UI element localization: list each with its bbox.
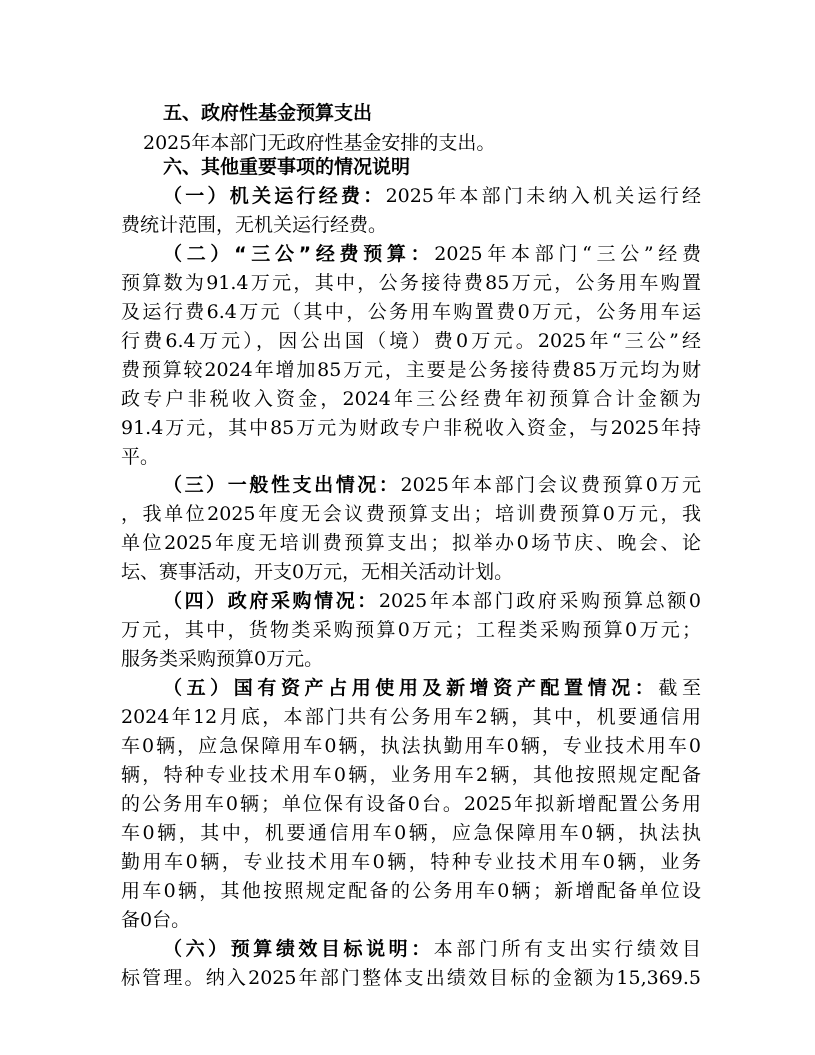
paragraph-text: 本部门所有支出实行绩效目 — [433, 938, 701, 960]
paragraph-text: 2025年本部门政府采购预算总额0 — [378, 590, 701, 612]
paragraph-label: （四）政府采购情况： — [163, 590, 379, 612]
paragraph-line: 辆，特种专业技术用车0辆，业务用车2辆，其他按照规定配备 — [121, 764, 701, 786]
paragraph-text: 2025年本部门未纳入机关运行经 — [385, 185, 701, 207]
paragraph-line: ，我单位2025年度无会议费预算支出；培训费预算0万元，我 — [121, 503, 701, 525]
paragraph-line: 的公务用车0辆；单位保有设备0台。2025年拟新增配置公务用 — [121, 793, 701, 815]
paragraph-line: 车0辆，应急保障用车0辆，执法执勤用车0辆，专业技术用车0 — [121, 735, 701, 757]
paragraph-line: 用车0辆，其他按照规定配备的公务用车0辆；新增配备单位设 — [121, 880, 701, 902]
paragraph-line: 勤用车0辆，专业技术用车0辆，特种专业技术用车0辆，业务 — [121, 851, 701, 873]
paragraph-line — [163, 470, 701, 500]
paragraph-line: 政专户非税收入资金，2024年三公经费年初预算合计金额为 — [121, 388, 701, 410]
paragraph-line: 及运行费6.4万元（其中，公务用车购置费0万元，公务用车运 — [121, 301, 701, 323]
paragraph-line: 费统计范围，无机关运行经费。 — [121, 214, 388, 236]
paragraph-text: 截至 — [658, 677, 701, 699]
paragraph-line — [163, 673, 701, 703]
paragraph-line: 万元，其中，货物类采购预算0万元；工程类采购预算0万元； — [121, 619, 701, 641]
paragraph-line: 预算数为91.4万元，其中，公务接待费85万元，公务用车购置 — [121, 272, 701, 294]
paragraph-line — [163, 181, 701, 211]
paragraph-label: （一）机关运行经费： — [163, 185, 386, 207]
paragraph-line: 行费6.4万元），因公出国（境）费0万元。2025年“三公”经 — [121, 330, 701, 352]
paragraph-line — [163, 239, 701, 269]
paragraph-text: 2025年本部门会议费预算0万元 — [400, 474, 701, 496]
paragraph-line: 车0辆，其中，机要通信用车0辆，应急保障用车0辆，执法执 — [121, 822, 701, 844]
paragraph-line: 备0台。 — [121, 909, 191, 931]
paragraph-text: 2025年本部门“三公”经费 — [434, 243, 702, 265]
paragraph-line: 坛、赛事活动，开支0万元，无相关活动计划。 — [121, 561, 514, 583]
paragraph-line — [163, 934, 701, 964]
paragraph-label: （三）一般性支出情况： — [163, 474, 401, 496]
paragraph-line: 2024年12月底，本部门共有公务用车2辆，其中，机要通信用 — [121, 706, 701, 728]
paragraph-line: 服务类采购预算0万元。 — [121, 648, 324, 670]
section5-text: 2025年本部门无政府性基金安排的支出。 — [143, 132, 496, 154]
paragraph-line: 标管理。纳入2025年部门整体支出绩效目标的金额为15,369.5 — [121, 967, 701, 989]
paragraph-line: 费预算较2024年增加85万元，主要是公务接待费85万元均为财 — [121, 359, 701, 381]
paragraph-label: （五）国有资产占用使用及新增资产配置情况： — [163, 677, 659, 699]
paragraph-line: 单位2025年度无培训费预算支出；拟举办0场节庆、晚会、论 — [121, 532, 701, 554]
paragraph-line: 91.4万元，其中85万元为财政专户非税收入资金，与2025年持 — [121, 417, 701, 439]
section6-title: 六、其他重要事项的情况说明 — [163, 156, 411, 178]
paragraph-line: 平。 — [121, 446, 160, 468]
paragraph-label: （二）“三公”经费预算： — [163, 243, 435, 265]
section5-title: 五、政府性基金预算支出 — [163, 102, 373, 124]
paragraph-line — [163, 586, 701, 616]
paragraph-label: （六）预算绩效目标说明： — [163, 938, 434, 960]
